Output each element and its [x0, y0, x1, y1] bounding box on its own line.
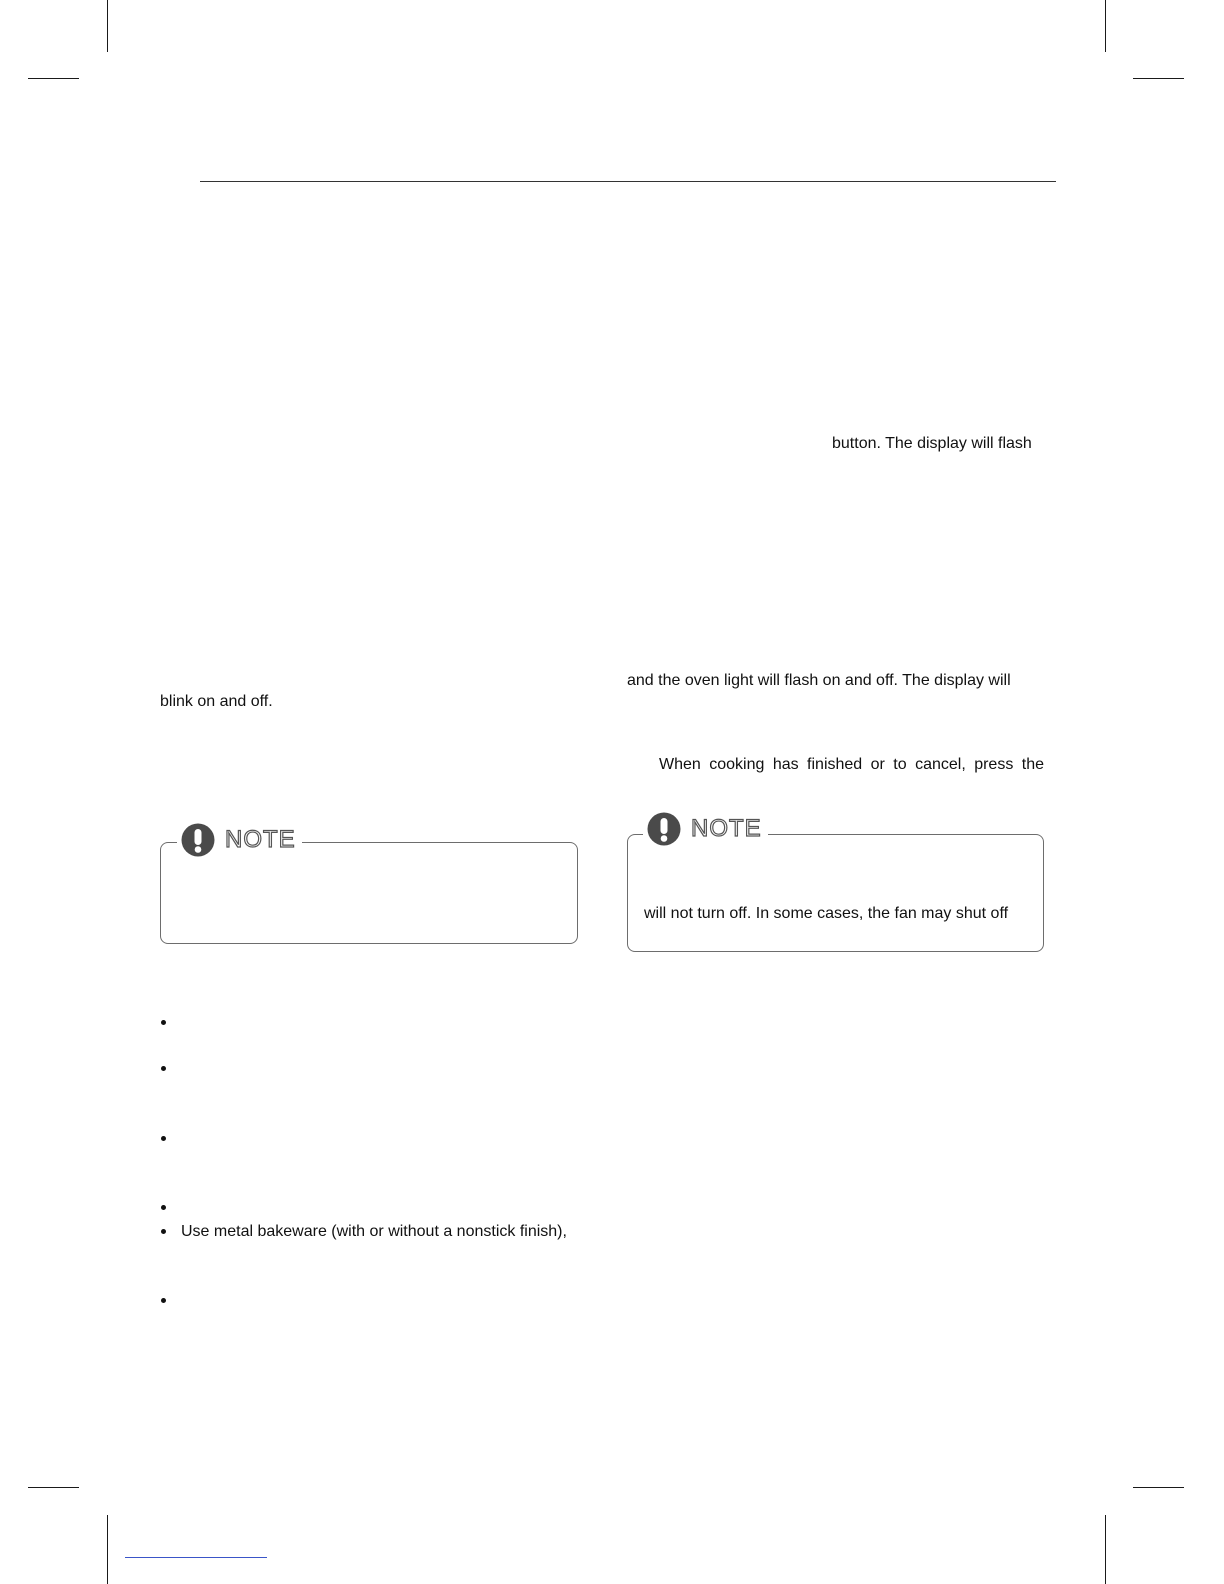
exclamation-circle-icon: [647, 812, 681, 846]
bullet-6: [161, 1298, 166, 1303]
right-note-text-line: will not turn off. In some cases, the fan may shut off: [644, 905, 1009, 922]
note-header-right: [643, 811, 768, 847]
right-para-line-cancel: When cooking has finished or to cancel, press the: [659, 756, 1044, 773]
footer-link-underline[interactable]: [125, 1557, 267, 1558]
crop-mark-top-left-vertical: [107, 0, 108, 52]
bullet-3: [161, 1136, 166, 1141]
right-para-line-oven-light: and the oven light will flash on and off. The display will: [627, 672, 1011, 689]
crop-mark-top-right-horizontal: [1133, 78, 1184, 79]
note-label-right: NOTE: [691, 815, 762, 842]
bullet-5-text: Use metal bakeware (with or without a nonstick finish),: [181, 1223, 567, 1240]
bullet-4: [161, 1205, 166, 1210]
right-para-fragment-1: button. The display will flash: [832, 435, 1032, 452]
note-header-left: [177, 822, 302, 858]
crop-mark-bottom-right-vertical: [1105, 1515, 1106, 1584]
header-rule: [200, 181, 1056, 182]
bullet-2: [161, 1066, 166, 1071]
crop-mark-bottom-left-horizontal: [28, 1487, 79, 1488]
bullet-1: [161, 1020, 166, 1025]
crop-mark-top-left-horizontal: [28, 78, 79, 79]
crop-mark-top-right-vertical: [1105, 0, 1106, 52]
left-para-fragment-blink: blink on and off.: [160, 693, 273, 710]
note-box-right: [627, 834, 1044, 952]
note-label-left: NOTE: [225, 826, 296, 853]
crop-mark-bottom-right-horizontal: [1133, 1487, 1184, 1488]
crop-mark-bottom-left-vertical: [107, 1515, 108, 1584]
exclamation-circle-icon: [181, 823, 215, 857]
bullet-5: [161, 1229, 166, 1234]
